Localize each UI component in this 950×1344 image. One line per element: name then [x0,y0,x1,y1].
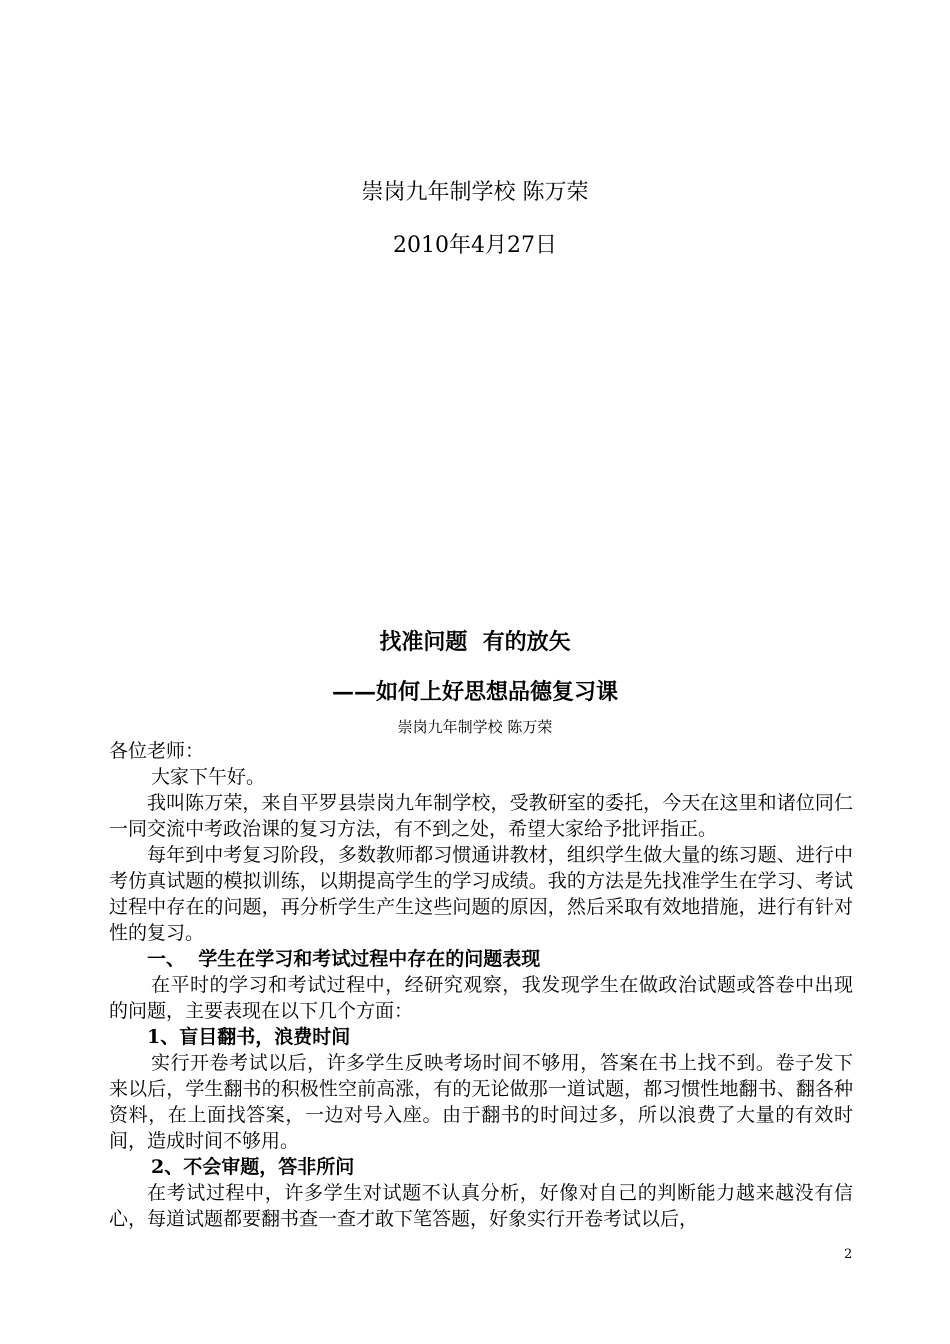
article-body [109,738,853,1232]
paragraph: 每年到中考复习阶段，多数教师都习惯通讲教材，组织学生做大量的练习题、进行中考仿真试题的模拟训练，以期提高学生的学习成绩。我的方法是先找准学生在学习、考试过程中存在的问题，再分析学生产生这些问题的原因，然后采取有效地措施，进行有针对性的复习。 [109,844,853,944]
section-heading: 一、 学生在学习和考试过程中存在的问题表现 [147,948,541,970]
subsection-heading: 2、不会审题，答非所问 [151,1156,355,1178]
paragraph: 我叫陈万荣，来自平罗县崇岗九年制学校，受教研室的委托，今天在这里和诸位同仁一同交流中考政治课的复习方法，有不到之处，希望大家给予批评指正。 [109,792,853,840]
subsection-heading: 1、盲目翻书，浪费时间 [147,1026,351,1048]
page-number: 2 [844,1247,853,1262]
paragraph: 在考试过程中，许多学生对试题不认真分析，好像对自己的判断能力越来越没有信心，每道试题都要翻书查一查才敢下笔答题，好象实行开卷考试以后， [109,1182,853,1230]
article-byline: 崇岗九年制学校 陈万荣 [397,718,553,736]
paragraph: 在平时的学习和考试过程中，经研究观察，我发现学生在做政治试题或答卷中出现的问题，主要表现在以下几个方面： [109,974,853,1022]
cover-school-author: 崇岗九年制学校 陈万荣 [361,180,589,205]
paragraph: 实行开卷考试以后，许多学生反映考场时间不够用，答案在书上找不到。卷子发下来以后，学生翻书的积极性空前高涨，有的无论做那一道试题，都习惯性地翻书、翻各种资料，在上面找答案，一边对号入座。由于翻书的时间过多，所以浪费了大量的有效时间，造成时间不够用。 [109,1052,853,1152]
article-subtitle: ——如何上好思想品德复习课 [331,679,618,705]
greeting: 大家下午好。 [151,766,266,788]
cover-date: 2010年4月27日 [393,233,557,258]
article-title: 找准问题 有的放矢 [379,629,571,655]
salutation: 各位老师： [109,740,205,762]
